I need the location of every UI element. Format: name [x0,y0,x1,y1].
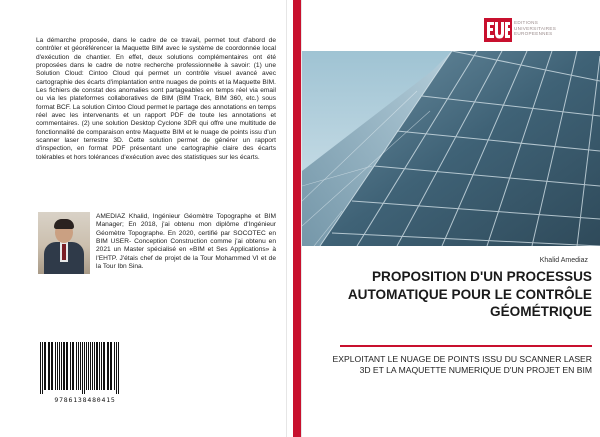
barcode-bar [107,342,109,390]
barcode-bar [114,342,115,390]
isbn-barcode [36,340,134,406]
barcode-bar [72,342,74,390]
barcode-bars [36,340,134,396]
cover-author: Khalid Amediaz [539,257,588,264]
barcode-bar [61,342,62,390]
barcode-bar [66,342,68,390]
barcode-bar [118,342,119,394]
barcode-bar [92,342,93,390]
barcode-bar [84,342,85,394]
author-photo [38,212,90,274]
barcode-bar [99,342,100,390]
author-bio: AMEDIAZ Khalid, Ingénieur Géomètre Topographe et BIM Manager; En 2018, j'ai obtenu mon diplôme d'Ingénieur Géomètre Topographe. En 2020, certifié par SOCOTEC en BIM USER- Conception Construction comme j'ai obtenu en 2021 un Master spécialisé en «BIM et Ses Applications» à l'EHTP. J'étais chef de projet de la Tour Mohammed VI et de la Tour Ibn Sina. [96,213,276,271]
eue-logo-icon [484,18,512,42]
accent-band [293,0,301,437]
barcode-bar [110,342,112,390]
back-cover [0,0,286,437]
publisher-name: EDITIONS UNIVERSITAIRES EUROPEENNES [514,20,557,37]
barcode-bar [88,342,89,390]
book-title: PROPOSITION D'UN PROCESSUS AUTOMATIQUE POUR LE CONTRÔLE GÉOMÉTRIQUE [347,269,592,319]
barcode-bar [116,342,117,394]
barcode-bar [70,342,71,390]
barcode-bar [59,342,60,390]
barcode-bar [103,342,105,390]
barcode-bar [80,342,81,390]
back-cover-blurb: La démarche proposée, dans le cadre de ce travail, permet tout d'abord de contrôler et géoréférencer la Maquette BIM avec le système de coordonnée local d'exécution de chantier. En effet, deux solutions complémentaires ont été proposées dans le cadre de notre recherche professionnelle à savoir: (1) une Solution Cloud: Cintoo Cloud qui permet un contrôle visuel avancé avec cartographie des écarts d'implantation entre nuages de points et la Maquette BIM. Les fichiers de constat des anomalies sont partageables en temps réel via email ou via les plateformes collaboratives de BIM (BIM Track, BIM 360, etc.) sous format BCF. La solution Cintoo Cloud permet le partage des annotations en temps réel avec les intervenants et un rapport PDF de toute les annotations et commentaires. (2) une solution Desktop Cyclone 3DR qui offre une multitude de fonctionnalité de comparaison entre Maquette BIM et le nuage de points issu d'un scanner laser terrestre 3D. Cette solution permet de générer un rapport d'inspection, en format PDF présentant une cartographie claire des écarts tolérables et hors tolérances d'exécution avec des statistiques sur les écarts. [36,37,276,161]
barcode-bar [94,342,95,390]
barcode-bar [63,342,65,390]
barcode-bar [44,342,46,390]
glass-building-image [302,51,600,246]
barcode-bar [78,342,79,390]
barcode-bar [57,342,58,390]
barcode-bar [51,342,53,390]
barcode-bar [42,342,43,394]
book-subtitle: EXPLOITANT LE NUAGE DE POINTS ISSU DU SCANNER LASER 3D ET LA MAQUETTE NUMERIQUE D'UN PROJET EN BIM [332,354,592,375]
barcode-bar [48,342,50,390]
barcode-bar [82,342,83,394]
barcode-bar [40,342,41,394]
barcode-bar [55,342,56,390]
barcode-bar [86,342,87,390]
barcode-bar [90,342,91,390]
title-divider [340,345,592,347]
barcode-bar [76,342,77,390]
barcode-bar [101,342,102,390]
barcode-bar [96,342,98,390]
isbn-number: 9786138480415 [54,396,116,404]
